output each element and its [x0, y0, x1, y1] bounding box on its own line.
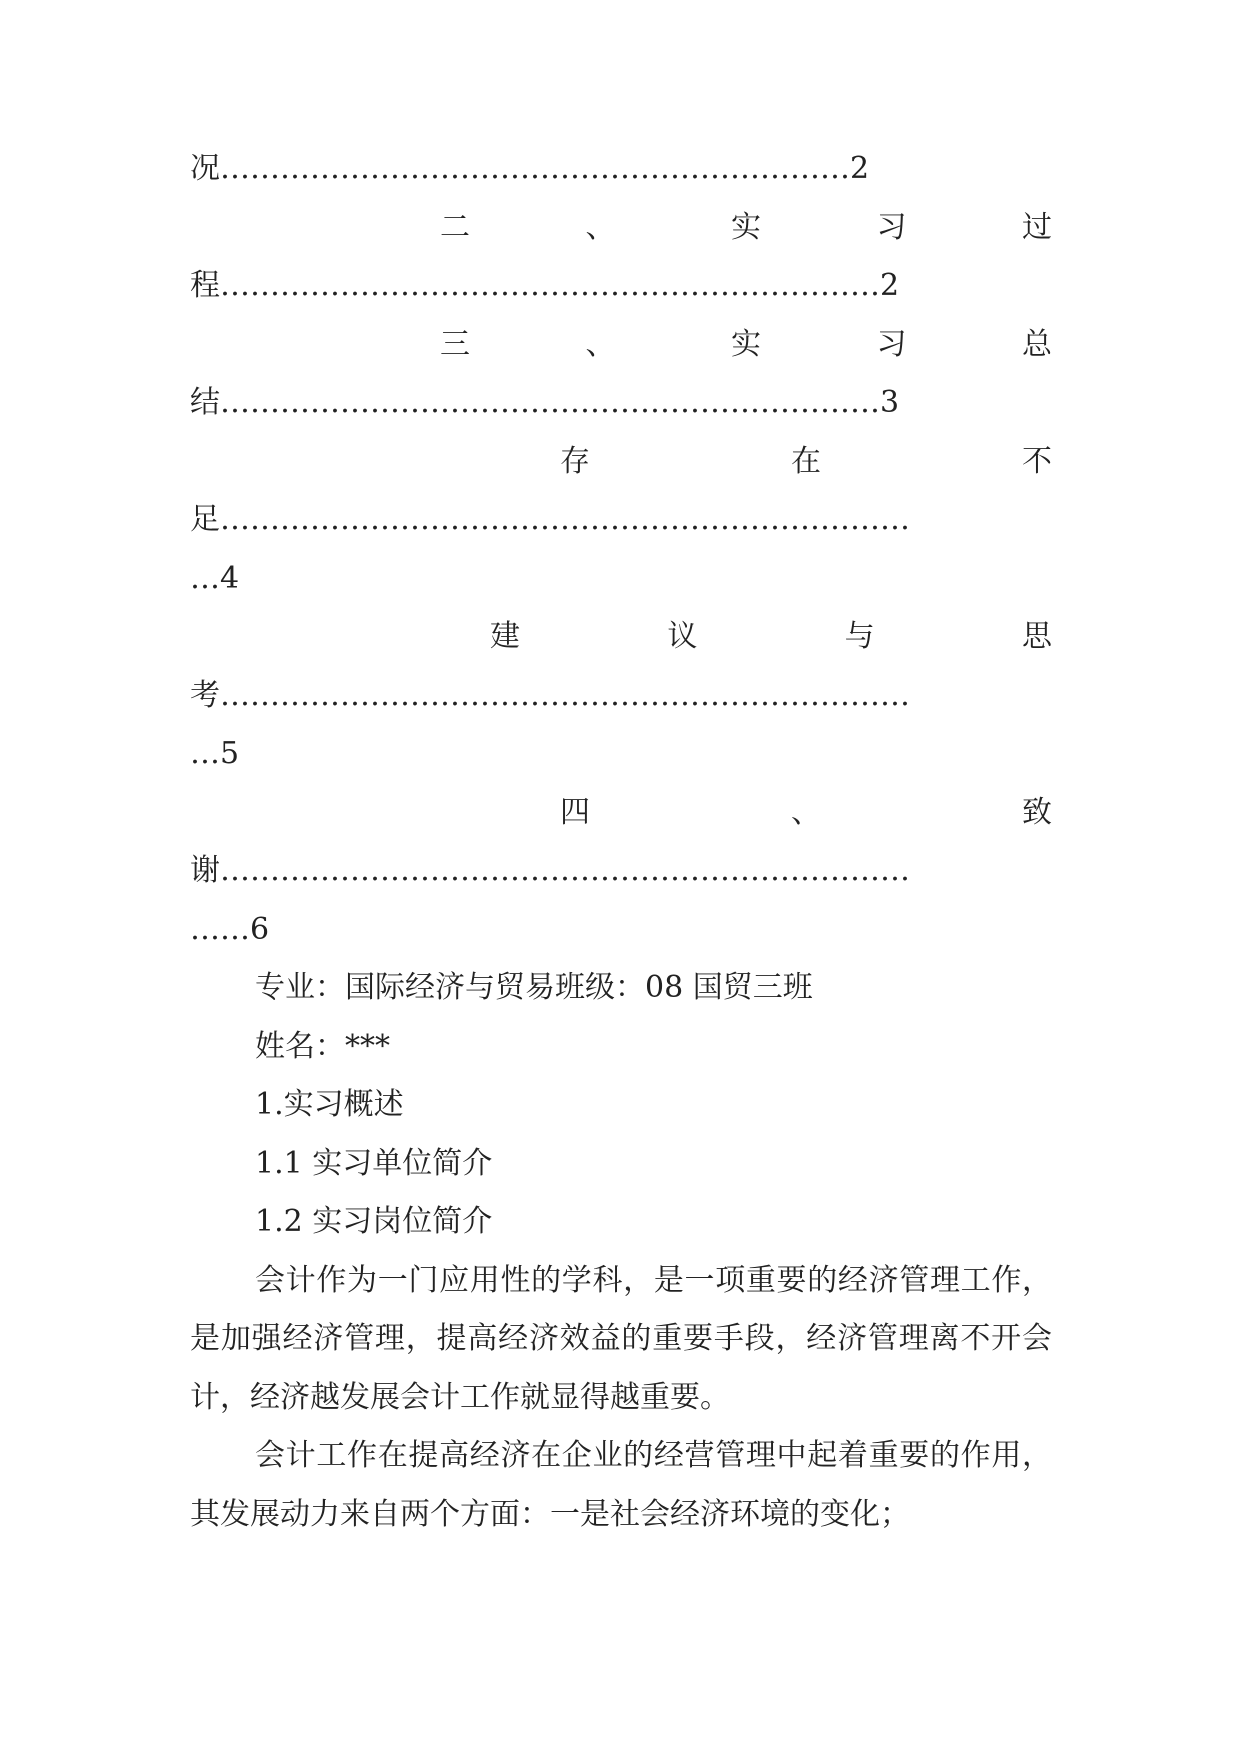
toc-line: 结…………………………………………………………3 — [190, 385, 900, 420]
toc-heading-spread — [190, 608, 1052, 667]
toc-char: 、 — [585, 209, 616, 245]
toc-char: 三 — [440, 326, 470, 362]
toc-heading-spread — [190, 433, 1052, 492]
paragraph-text: 会计作为一门应用性的学科，是一项重要的经济管理工作，是加强经济管理，提高经济效益的重要手段，经济管理离不开会计，经济越发展会计工作就显得越重要。 — [190, 1262, 1052, 1415]
toc-heading-spread — [190, 316, 1052, 375]
toc-line: 程…………………………………………………………2 — [190, 268, 900, 303]
toc-char: 总 — [1022, 326, 1052, 362]
toc-line: …5 — [190, 736, 240, 771]
toc-char: 不 — [1022, 443, 1052, 479]
toc-line: 考…………………………………………………………… — [190, 677, 910, 713]
toc-char: 、 — [791, 794, 821, 830]
toc-char: 实 — [731, 326, 761, 362]
toc-char: 议 — [667, 619, 698, 654]
toc-char: 建 — [490, 619, 520, 654]
toc-line: 谢…………………………………………………………… — [190, 853, 910, 888]
toc-char: 存 — [560, 443, 590, 479]
paragraph-text: 会计工作在提高经济在企业的经营管理中起着重要的作用，其发展动力来自两个方面：一是社会经济环境的变化； — [190, 1438, 1052, 1532]
toc-char: 四 — [560, 794, 590, 830]
toc-char: 与 — [844, 619, 875, 654]
toc-heading-spread — [190, 199, 1052, 258]
toc-char: 在 — [791, 443, 821, 479]
subsection-heading: 1.2 实习岗位简介 — [255, 1204, 493, 1239]
document-page — [190, 140, 1052, 1544]
toc-char: 思 — [1021, 619, 1052, 654]
toc-char: 实 — [731, 209, 761, 245]
toc-char: 致 — [1022, 794, 1052, 830]
major-class-line: 专业：国际经济与贸易班级：08 国贸三班 — [255, 970, 813, 1005]
toc-heading-spread — [190, 784, 1052, 843]
subsection-heading: 1.1 实习单位简介 — [255, 1145, 493, 1181]
toc-line: 况………………………………………………………2 — [190, 151, 870, 186]
toc-char: 习 — [876, 209, 907, 245]
toc-char: 习 — [876, 326, 907, 362]
student-name-line: 姓名：*** — [255, 1028, 390, 1064]
toc-char: 、 — [585, 326, 616, 362]
toc-line: 足…………………………………………………………… — [190, 502, 910, 537]
toc-line: …4 — [190, 560, 240, 596]
section-heading: 1.实习概述 — [255, 1087, 404, 1122]
body-paragraph — [190, 1252, 1052, 1428]
toc-line: ……6 — [190, 911, 270, 947]
toc-char: 二 — [440, 209, 470, 245]
toc-char: 过 — [1022, 209, 1052, 245]
body-paragraph — [190, 1427, 1052, 1544]
